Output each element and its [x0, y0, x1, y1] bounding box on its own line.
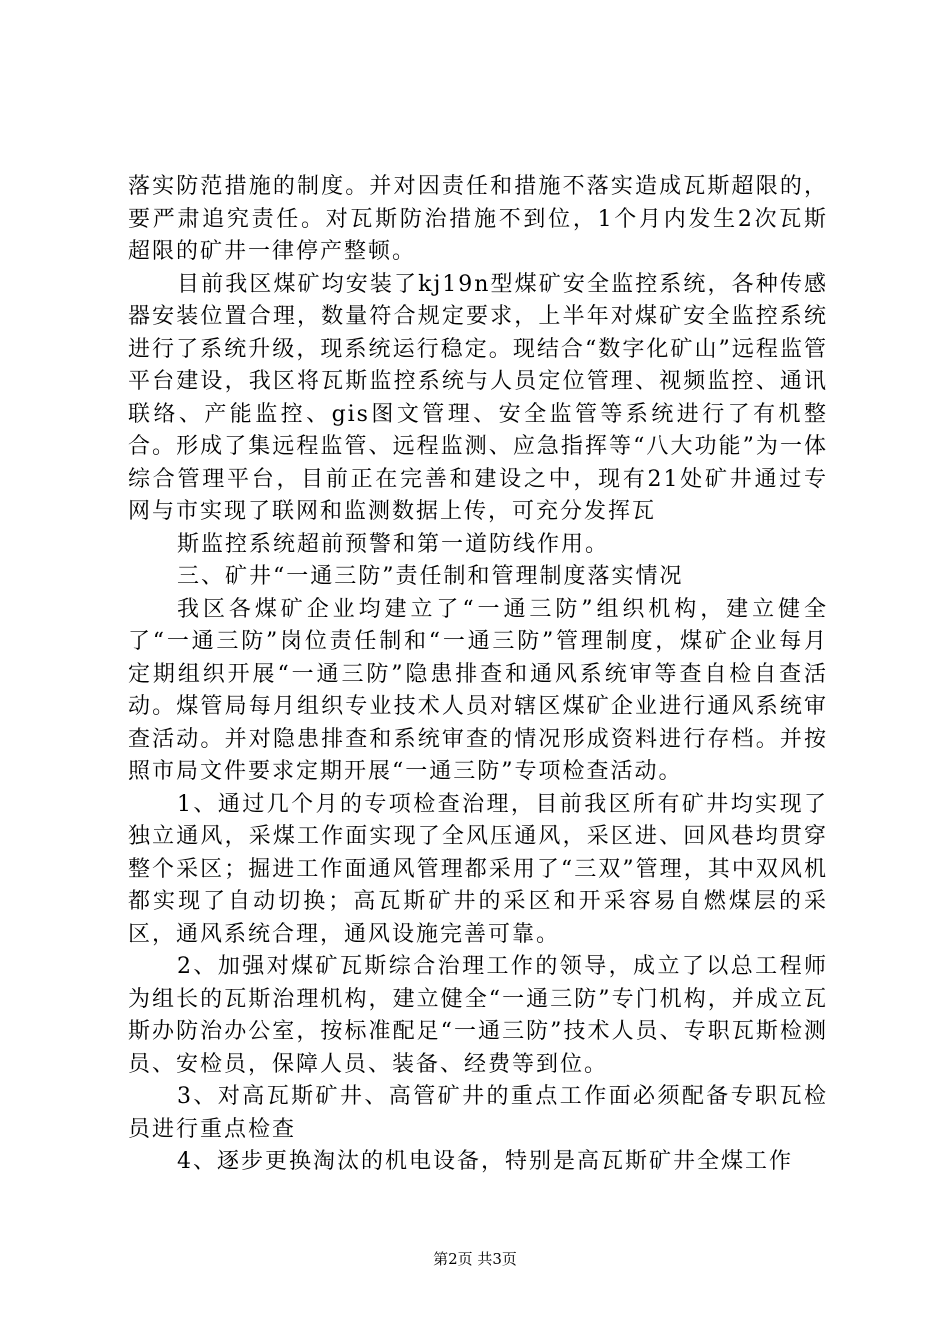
list-item-4: 4、逐步更换淘汰的机电设备，特别是高瓦斯矿井全煤工作: [177, 1149, 793, 1174]
list-item-3: 3、对高瓦斯矿井、高管矿井的重点工作面必须配备专职瓦检员进行重点检查: [128, 1084, 828, 1142]
page-number-footer: 第2页 共3页: [433, 1250, 517, 1268]
list-item-2: 2、加强对煤矿瓦斯综合治理工作的领导，成立了以总工程师为组长的瓦斯治理机构，建立健全“一通三防”专门机构，并成立瓦斯办防治办公室，按标准配足“一通三防”技术人员、专职瓦斯检测员、安检员，保障人员、装备、经费等到位。: [128, 954, 828, 1077]
paragraph-warning-defense: 斯监控系统超前预警和第一道防线作用。: [177, 531, 610, 557]
document-body: [128, 171, 828, 1179]
section-heading-3: 三、矿井“一通三防”责任制和管理制度落实情况: [177, 564, 684, 589]
paragraph-continuation: 落实防范措施的制度。并对因责任和措施不落实造成瓦斯超限的，要严肃追究责任。对瓦斯防治措施不到位，1个月内发生2次瓦斯超限的矿井一律停产整顿。: [128, 174, 828, 264]
paragraph-monitoring-system: 目前我区煤矿均安装了kj19n型煤矿安全监控系统，各种传感器安装位置合理，数量符合规定要求，上半年对煤矿安全监控系统进行了系统升级，现系统运行稳定。现结合“数字化矿山”远程监管平台建设，我区将瓦斯监控系统与人员定位管理、视频监控、通讯联络、产能监控、gis图文管理、安全监管等系统进行了有机整合。形成了集远程监管、远程监测、应急指挥等“八大功能”为一体综合管理平台，目前正在完善和建设之中，现有21处矿井通过专网与市实现了联网和监测数据上传，可充分发挥瓦: [128, 271, 828, 524]
list-item-1: 1、通过几个月的专项检查治理，目前我区所有矿井均实现了独立通风，采煤工作面实现了全风压通风，采区进、回风巷均贯穿整个采区；掘进工作面通风管理都采用了“三双”管理，其中双风机都实现了自动切换；高瓦斯矿井的采区和开采容易自燃煤层的采区，通风系统合理，通风设施完善可靠。: [128, 791, 828, 947]
paragraph-organization: 我区各煤矿企业均建立了“一通三防”组织机构，建立健全了“一通三防”岗位责任制和“一通三防”管理制度，煤矿企业每月定期组织开展“一通三防”隐患排查和通风系统审等查自检自查活动。煤管局每月组织专业技术人员对辖区煤矿企业进行通风系统审查活动。并对隐患排查和系统审查的情况形成资料进行存档。并按照市局文件要求定期开展“一通三防”专项检查活动。: [128, 596, 828, 784]
